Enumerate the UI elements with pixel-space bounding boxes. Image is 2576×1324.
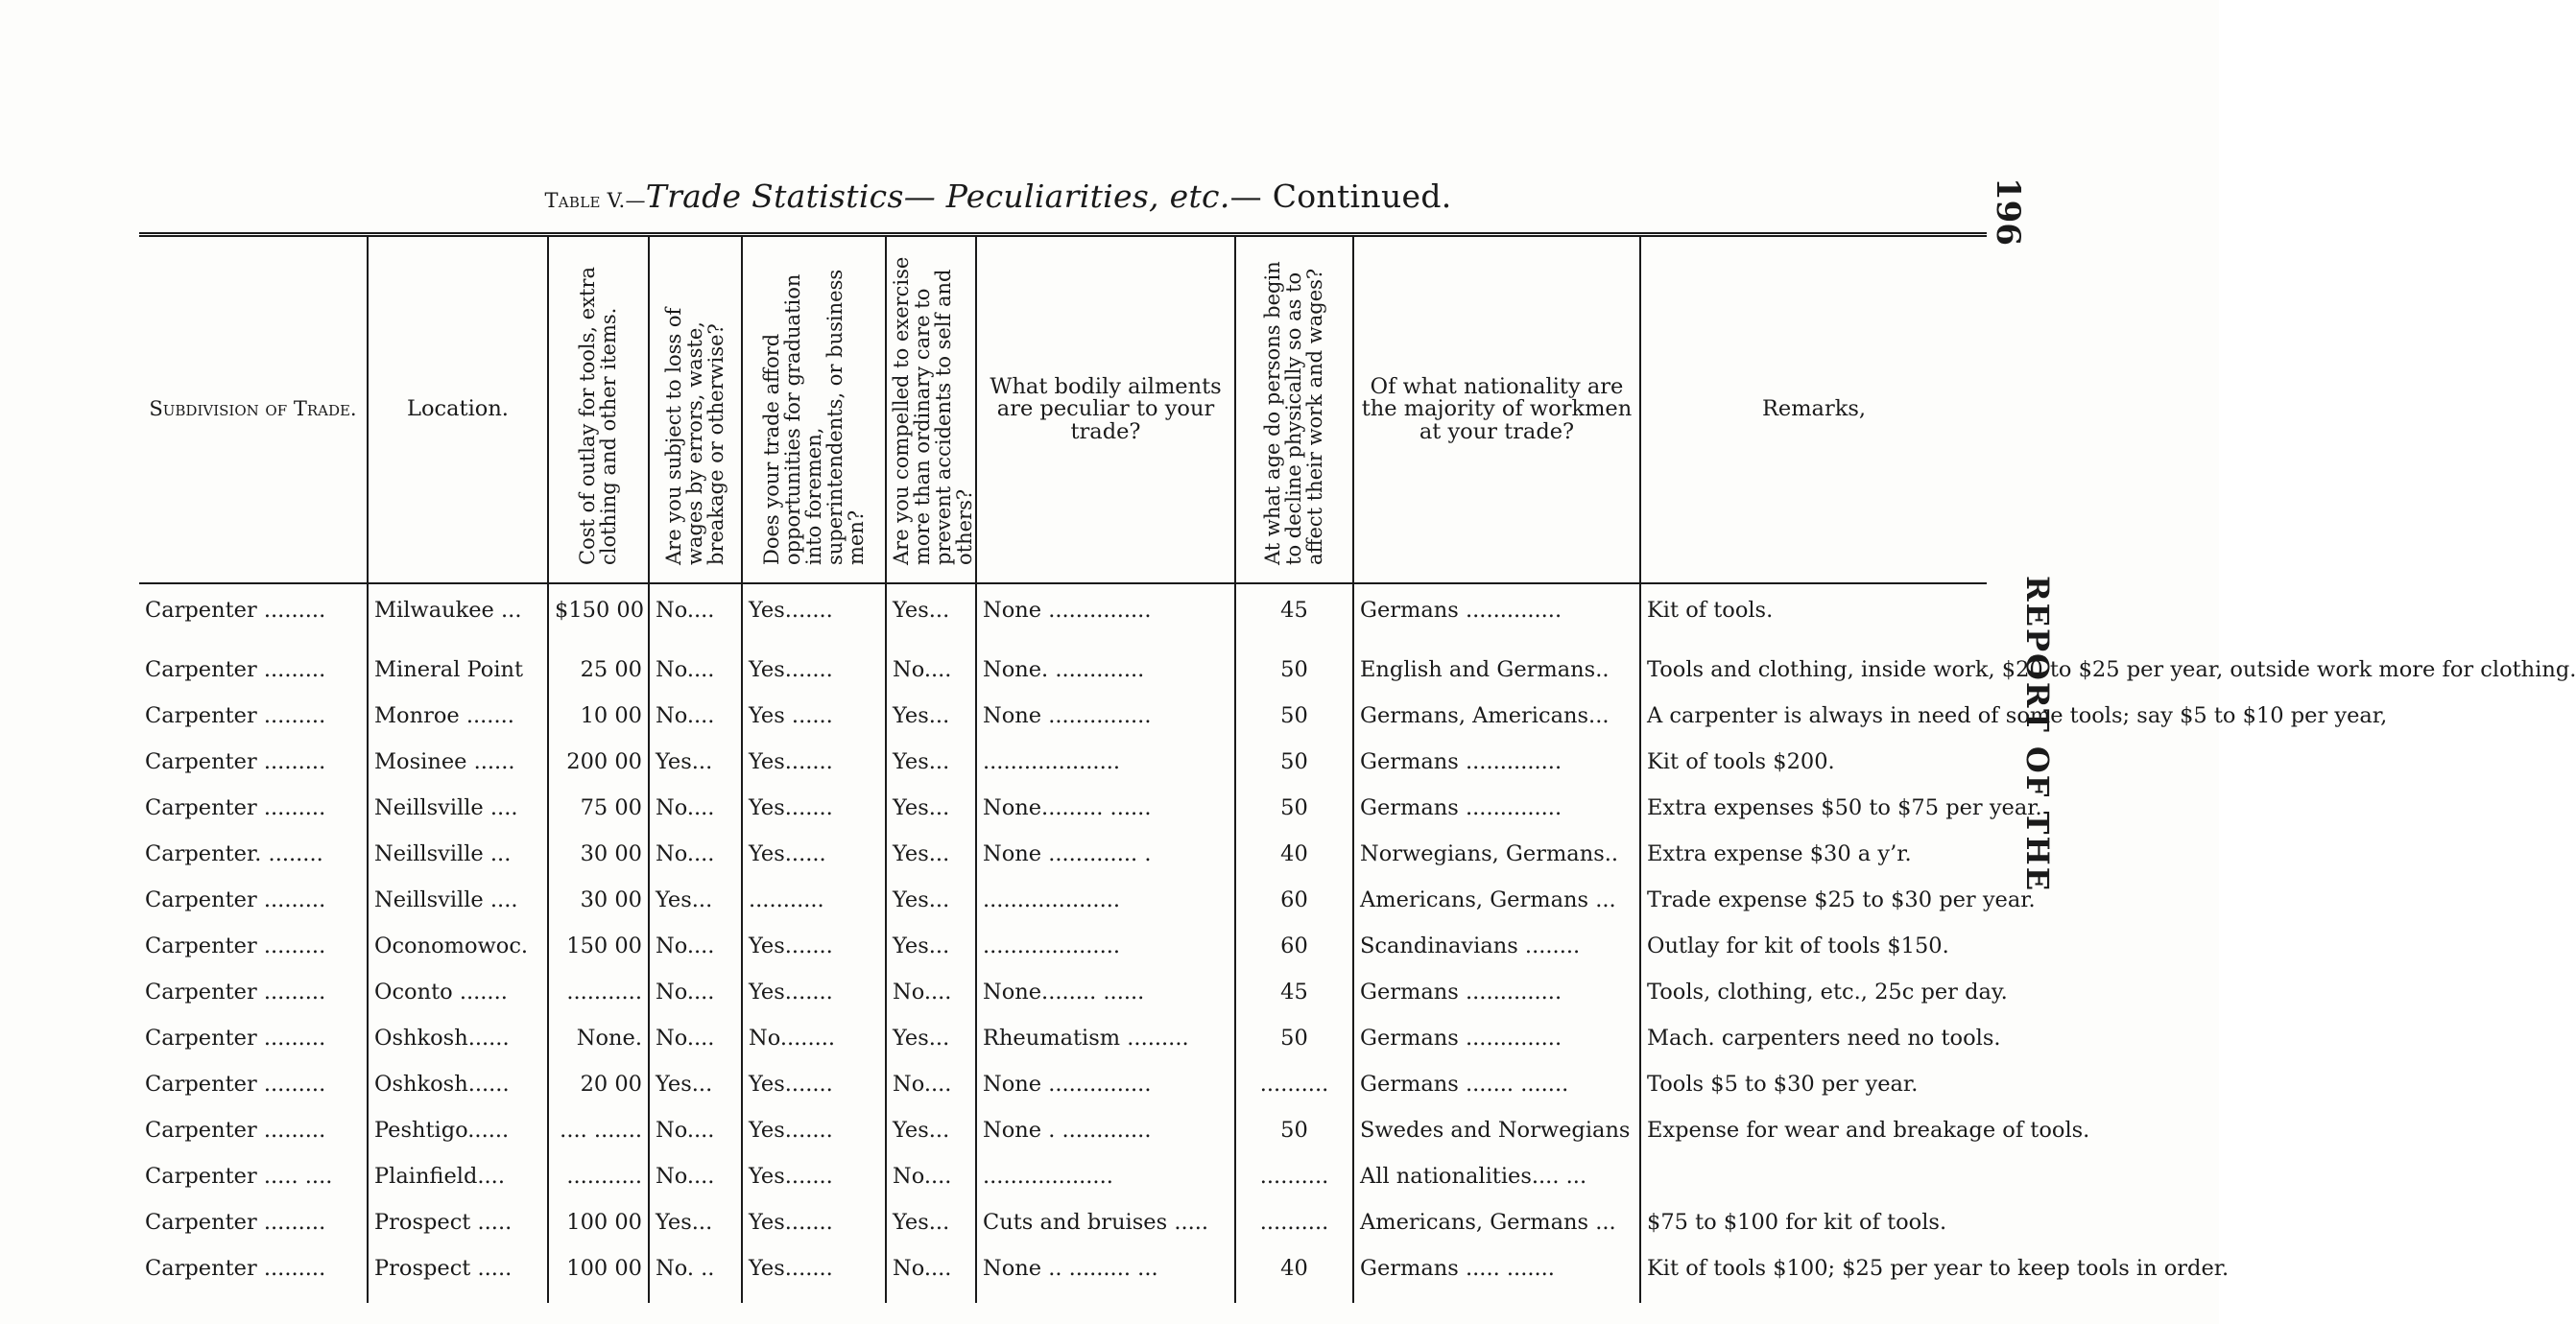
cell-care: Yes... <box>886 1027 976 1073</box>
cell-cost: 150 00 <box>548 934 649 981</box>
cell-loss: No.... <box>649 583 742 658</box>
cell-ailments: Rheumatism ......... <box>976 1027 1235 1073</box>
cell-location: Neillsville .... <box>368 796 548 842</box>
table-row <box>139 981 1987 1027</box>
cell-trade: Carpenter. ........ <box>145 841 323 866</box>
table-row <box>139 1119 1987 1165</box>
cell-care: Yes... <box>886 1119 976 1165</box>
cell-age: 40 <box>1235 842 1353 888</box>
cell-cost: 10 00 <box>548 704 649 750</box>
cell-graduation: Yes....... <box>742 1165 886 1211</box>
cell-nationality: Germans, Americans... <box>1353 704 1640 750</box>
cell-care: No.... <box>886 1165 976 1211</box>
cell-trade: Carpenter ......... <box>145 1256 326 1281</box>
cell-care: Yes... <box>886 704 976 750</box>
cell-location: Oconto ....... <box>368 981 548 1027</box>
cell-cost: 75 00 <box>548 796 649 842</box>
cell-remarks: $75 to $100 for kit of tools. <box>1640 1211 1987 1257</box>
cell-cost: 20 00 <box>548 1073 649 1119</box>
cell-nationality: All nationalities.... ... <box>1353 1165 1640 1211</box>
page-number: 196 <box>1989 177 2027 246</box>
cell-loss: No.... <box>649 934 742 981</box>
cell-location: Mosinee ...... <box>368 750 548 796</box>
cell-care: No.... <box>886 658 976 704</box>
cell-care: Yes... <box>886 1211 976 1257</box>
cell-care: Yes... <box>886 842 976 888</box>
cell-ailments: .................... <box>976 888 1235 934</box>
cell-nationality: English and Germans.. <box>1353 658 1640 704</box>
table-row <box>139 1073 1987 1119</box>
cell-cost: 30 00 <box>548 842 649 888</box>
cell-trade: Carpenter ......... <box>145 980 326 1005</box>
cell-graduation: Yes ...... <box>742 704 886 750</box>
cell-cost: 25 00 <box>548 658 649 704</box>
table-row <box>139 796 1987 842</box>
cell-age: .......... <box>1235 1073 1353 1119</box>
cell-age: 50 <box>1235 658 1353 704</box>
cell-cost: ........... <box>548 981 649 1027</box>
cell-loss: No.... <box>649 704 742 750</box>
cell-graduation: Yes....... <box>742 1119 886 1165</box>
cell-remarks: Kit of tools $200. <box>1640 750 1987 796</box>
cell-trade: Carpenter ......... <box>145 1026 326 1051</box>
cell-ailments: None . ............. <box>976 1119 1235 1165</box>
cell-graduation: Yes....... <box>742 1073 886 1119</box>
table-row <box>139 750 1987 796</box>
cell-loss: No.... <box>649 796 742 842</box>
cell-cost: ........... <box>548 1165 649 1211</box>
cell-graduation: No........ <box>742 1027 886 1073</box>
cell-ailments: .................... <box>976 750 1235 796</box>
header-row <box>139 235 1987 584</box>
cell-location: Monroe ....... <box>368 704 548 750</box>
cell-remarks: Expense for wear and breakage of tools. <box>1640 1119 1987 1165</box>
cell-remarks <box>1640 1165 1987 1211</box>
cell-remarks: Tools $5 to $30 per year. <box>1640 1073 1987 1119</box>
cell-cost: 30 00 <box>548 888 649 934</box>
cell-remarks: A carpenter is always in need of some tools; say $5 to $10 per year, <box>1640 704 1987 750</box>
cell-location: Milwaukee ... <box>368 583 548 658</box>
cell-nationality: Germans .............. <box>1353 981 1640 1027</box>
cell-remarks: Outlay for kit of tools $150. <box>1640 934 1987 981</box>
cell-ailments: None ............... <box>976 1073 1235 1119</box>
cell-remarks: Tools and clothing, inside work, $20 to $25 per year, outside work more for clothing. <box>1640 658 1987 704</box>
cell-loss: No.... <box>649 842 742 888</box>
cell-ailments: None ............... <box>976 704 1235 750</box>
cell-location: Oshkosh...... <box>368 1027 548 1073</box>
cell-graduation: Yes....... <box>742 1211 886 1257</box>
cell-trade: Carpenter ..... .... <box>145 1164 333 1189</box>
cell-cost: 100 00 <box>548 1211 649 1257</box>
header-remarks: Remarks, <box>1640 235 1987 584</box>
cell-ailments: None........ ...... <box>976 981 1235 1027</box>
cell-remarks: Kit of tools. <box>1640 583 1987 658</box>
cell-care: Yes... <box>886 888 976 934</box>
cell-nationality: Scandinavians ........ <box>1353 934 1640 981</box>
cell-ailments: None......... ...... <box>976 796 1235 842</box>
cell-remarks: Tools, clothing, etc., 25c per day. <box>1640 981 1987 1027</box>
cell-trade: Carpenter ......... <box>145 934 326 958</box>
cell-graduation: Yes....... <box>742 981 886 1027</box>
cell-age: 50 <box>1235 1027 1353 1073</box>
cell-location: Oconomowoc. <box>368 934 548 981</box>
cell-age: 50 <box>1235 704 1353 750</box>
cell-remarks: Extra expenses $50 to $75 per year. <box>1640 796 1987 842</box>
cell-age: 45 <box>1235 981 1353 1027</box>
cell-nationality: Germans ....... ....... <box>1353 1073 1640 1119</box>
side-heading: REPORT OF THE <box>2019 576 2056 893</box>
title-italic: Trade Statistics— Peculiarities, etc. <box>645 177 1230 215</box>
cell-care: Yes... <box>886 934 976 981</box>
cell-cost: $150 00 <box>548 583 649 658</box>
cell-nationality: Germans .............. <box>1353 796 1640 842</box>
cell-loss: No.... <box>649 1027 742 1073</box>
cell-trade: Carpenter ......... <box>145 1210 326 1235</box>
cell-location: Mineral Point <box>368 658 548 704</box>
cell-age: 40 <box>1235 1257 1353 1303</box>
cell-nationality: Swedes and Norwegians <box>1353 1119 1640 1165</box>
cell-loss: No.... <box>649 1119 742 1165</box>
cell-age: 60 <box>1235 888 1353 934</box>
cell-age: 50 <box>1235 750 1353 796</box>
cell-care: Yes... <box>886 796 976 842</box>
cell-location: Prospect ..... <box>368 1211 548 1257</box>
title-prefix: Table V.— <box>544 189 646 212</box>
cell-location: Oshkosh...... <box>368 1073 548 1119</box>
table-row <box>139 1027 1987 1073</box>
cell-ailments: None .. ......... ... <box>976 1257 1235 1303</box>
cell-trade: Carpenter ......... <box>145 795 326 820</box>
cell-nationality: Germans .............. <box>1353 750 1640 796</box>
cell-loss: No.... <box>649 1165 742 1211</box>
table-row <box>139 842 1987 888</box>
header-graduation: Does your trade afford opportunities for graduation into foremen, superintendents, or business men? <box>742 235 886 584</box>
cell-nationality: Norwegians, Germans.. <box>1353 842 1640 888</box>
title-suffix: — Continued. <box>1229 177 1452 215</box>
cell-graduation: Yes....... <box>742 583 886 658</box>
cell-cost: None. <box>548 1027 649 1073</box>
cell-remarks: Extra expense $30 a y’r. <box>1640 842 1987 888</box>
cell-nationality: Americans, Germans ... <box>1353 888 1640 934</box>
cell-loss: No.... <box>649 658 742 704</box>
header-ailments: What bodily ailments are peculiar to your trade? <box>976 235 1235 584</box>
cell-loss: Yes... <box>649 750 742 796</box>
cell-nationality: Germans ..... ....... <box>1353 1257 1640 1303</box>
cell-cost: 100 00 <box>548 1257 649 1303</box>
cell-trade: Carpenter ......... <box>145 887 326 912</box>
cell-care: Yes... <box>886 750 976 796</box>
cell-location: Neillsville .... <box>368 888 548 934</box>
table-row <box>139 1257 1987 1303</box>
cell-care: Yes... <box>886 583 976 658</box>
cell-graduation: Yes....... <box>742 934 886 981</box>
cell-nationality: Americans, Germans ... <box>1353 1211 1640 1257</box>
cell-age: 50 <box>1235 1119 1353 1165</box>
cell-loss: Yes... <box>649 888 742 934</box>
header-subdivision: Subdivision of Trade. <box>139 235 368 584</box>
cell-remarks: Kit of tools $100; $25 per year to keep tools in order. <box>1640 1257 1987 1303</box>
cell-cost: .... ....... <box>548 1119 649 1165</box>
cell-graduation: Yes....... <box>742 750 886 796</box>
cell-trade: Carpenter ......... <box>145 598 326 623</box>
cell-location: Prospect ..... <box>368 1257 548 1303</box>
cell-ailments: .................... <box>976 934 1235 981</box>
header-location: Location. <box>368 235 548 584</box>
table-row <box>139 658 1987 704</box>
cell-loss: No.... <box>649 981 742 1027</box>
cell-care: No.... <box>886 1073 976 1119</box>
cell-loss: No. .. <box>649 1257 742 1303</box>
table-row <box>139 934 1987 981</box>
cell-loss: Yes... <box>649 1073 742 1119</box>
cell-ailments: Cuts and bruises ..... <box>976 1211 1235 1257</box>
cell-trade: Carpenter ......... <box>145 703 326 728</box>
table-row <box>139 888 1987 934</box>
cell-trade: Carpenter ......... <box>145 749 326 774</box>
cell-age: 50 <box>1235 796 1353 842</box>
cell-age: 60 <box>1235 934 1353 981</box>
table-title <box>0 177 1996 215</box>
cell-loss: Yes... <box>649 1211 742 1257</box>
cell-care: No.... <box>886 981 976 1027</box>
cell-graduation: ........... <box>742 888 886 934</box>
cell-trade: Carpenter ......... <box>145 1072 326 1097</box>
table-row <box>139 704 1987 750</box>
cell-trade: Carpenter ......... <box>145 1118 326 1143</box>
cell-ailments: None. ............. <box>976 658 1235 704</box>
cell-location: Plainfield.... <box>368 1165 548 1211</box>
cell-graduation: Yes....... <box>742 796 886 842</box>
cell-remarks: Trade expense $25 to $30 per year. <box>1640 888 1987 934</box>
table-row <box>139 583 1987 658</box>
header-nationality: Of what nationality are the majority of workmen at your trade? <box>1353 235 1640 584</box>
header-loss: Are you subject to loss of wages by errors, waste, breakage or otherwise? <box>649 235 742 584</box>
cell-nationality: Germans .............. <box>1353 583 1640 658</box>
cell-ailments: None ............. . <box>976 842 1235 888</box>
table-row <box>139 1165 1987 1211</box>
cell-age: .......... <box>1235 1165 1353 1211</box>
cell-graduation: Yes....... <box>742 658 886 704</box>
header-age: At what age do persons begin to decline physically so as to affect their work and wages? <box>1235 235 1353 584</box>
cell-graduation: Yes....... <box>742 1257 886 1303</box>
cell-age: .......... <box>1235 1211 1353 1257</box>
cell-graduation: Yes...... <box>742 842 886 888</box>
cell-ailments: ................... <box>976 1165 1235 1211</box>
cell-location: Neillsville ... <box>368 842 548 888</box>
cell-cost: 200 00 <box>548 750 649 796</box>
cell-location: Peshtigo...... <box>368 1119 548 1165</box>
header-cost: Cost of outlay for tools, extra clothing and other items. <box>548 235 649 584</box>
cell-nationality: Germans .............. <box>1353 1027 1640 1073</box>
cell-ailments: None ............... <box>976 583 1235 658</box>
header-care: Are you compelled to exercise more than ordinary care to prevent accidents to self and others? <box>886 235 976 584</box>
cell-remarks: Mach. carpenters need no tools. <box>1640 1027 1987 1073</box>
cell-care: No.... <box>886 1257 976 1303</box>
table-row <box>139 1211 1987 1257</box>
cell-trade: Carpenter ......... <box>145 657 326 682</box>
cell-age: 45 <box>1235 583 1353 658</box>
